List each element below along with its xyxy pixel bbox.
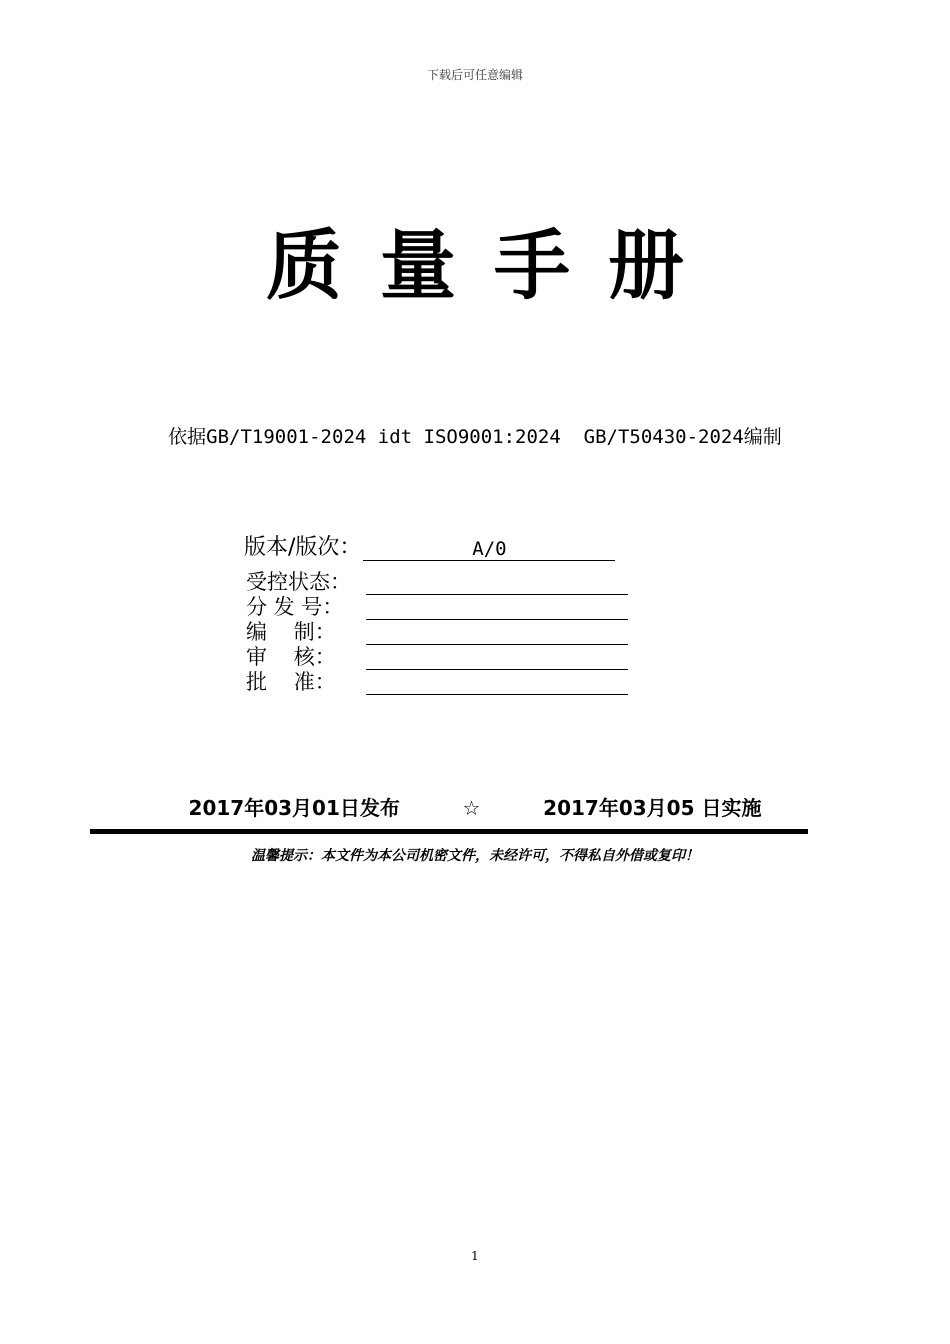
header-note: 下载后可任意编辑 <box>426 68 523 82</box>
divider-rule <box>90 829 808 834</box>
field-label: 受控状态： <box>246 570 351 594</box>
field-control-status <box>246 570 628 595</box>
version-label: 版本/版次： <box>244 535 362 560</box>
version-row <box>244 530 615 561</box>
field-label: 编 制： <box>246 620 336 644</box>
field-label: 审 核： <box>246 645 336 669</box>
field-reviewed-by <box>246 645 628 670</box>
page-number: 1 <box>471 1249 479 1263</box>
field-blank-line <box>366 672 628 695</box>
field-label: 分 发 号： <box>246 595 344 619</box>
field-blank-line <box>366 647 628 670</box>
field-blank-line <box>366 572 628 595</box>
standards-basis: 依据GB/T19001-2024 idt ISO9001:2024 GB/T50430-2024编制 <box>168 426 782 448</box>
release-date: 2017年03月01日发布 <box>188 796 400 820</box>
field-prepared-by <box>246 620 628 645</box>
field-blank-line <box>366 597 628 620</box>
control-fields <box>246 570 628 695</box>
implement-date: 2017年03月05 日实施 <box>543 796 762 820</box>
field-approved-by <box>246 670 628 695</box>
field-label: 批 准： <box>246 670 336 694</box>
document-title: 质量手册 <box>266 221 722 310</box>
confidential-warning: 温馨提示：本文件为本公司机密文件，未经许可，不得私自外借或复印！ <box>251 848 699 864</box>
star-icon: ☆ <box>462 796 481 820</box>
version-value: A/0 <box>363 538 615 561</box>
field-distribution-number <box>246 595 628 620</box>
dates-row <box>0 792 950 821</box>
field-blank-line <box>366 622 628 645</box>
